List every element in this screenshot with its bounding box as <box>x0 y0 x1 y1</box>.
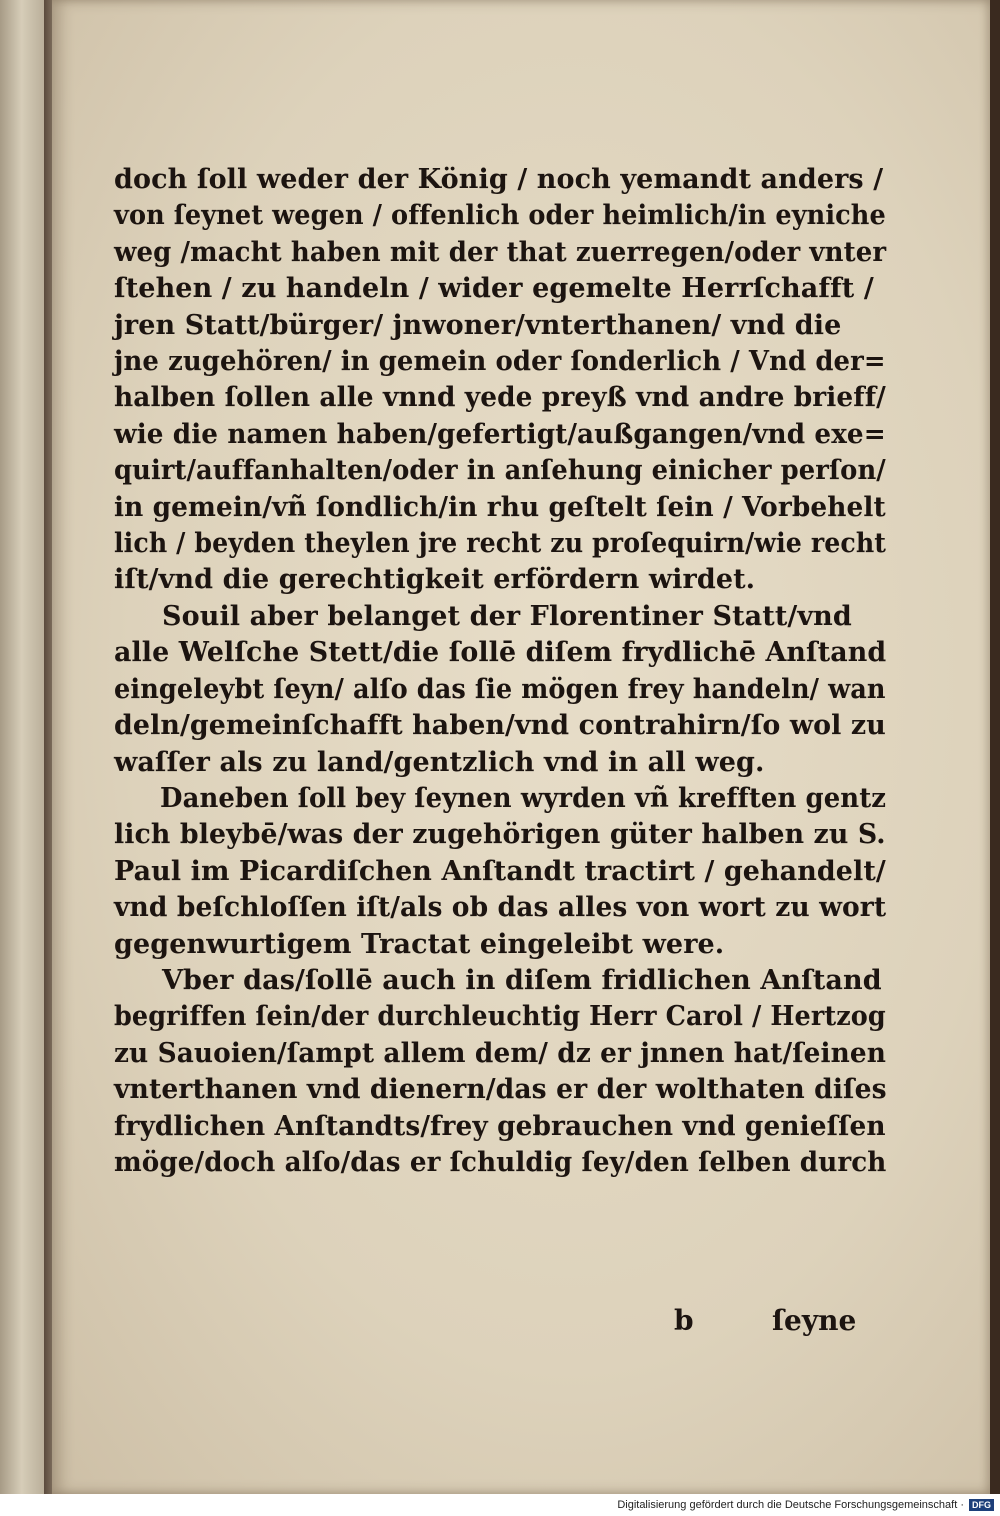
text-line: vnterthanen vnd dienern/das er der wolthaten diſes <box>114 1074 887 1106</box>
text-line: Souil aber belanget der Florentiner Statt/vnd <box>162 600 852 632</box>
text-line: wie die namen haben/gefertigt/außgangen/vnd exe= <box>114 418 886 450</box>
funding-notice: Digitalisierung gefördert durch die Deutsche Forschungsgemeinschaft · <box>617 1499 964 1511</box>
text-line: von ſeynet wegen / offenlich oder heimlich/in eyniche <box>114 200 886 232</box>
text-line: gegenwurtigem Tractat eingeleibt were. <box>114 928 725 960</box>
text-line: möge/doch alſo/das er ſchuldig ſey/den ſelben durch <box>114 1146 887 1178</box>
document-page <box>52 0 990 1494</box>
text-line: eingeleybt ſeyn/ alſo das ſie mögen frey handeln/ wan <box>114 673 886 705</box>
text-line: Daneben ſoll bey ſeynen wyrden vñ krefften gentz <box>160 782 887 814</box>
text-line: Vber das/ſollē auch in diſem fridlichen Anſtand <box>162 964 882 996</box>
footer-bar <box>0 1494 1000 1516</box>
text-line: jren Statt/bürger/ jnwoner/vnterthanen/ vnd die <box>114 309 842 341</box>
text-line: lich / beyden theylen jre recht zu proſequirn/wie recht <box>114 528 887 560</box>
signature-mark: b <box>674 1304 694 1337</box>
previous-page-edge <box>0 0 48 1494</box>
text-line: Paul im Picardiſchen Anſtandt tractirt / gehandelt/ <box>114 855 886 887</box>
text-line: lich bleybē/was der zugehörigen güter halben zu S. <box>114 819 886 851</box>
text-line: begriffen ſein/der durchleuchtig Herr Carol / Hertzog <box>114 1001 886 1033</box>
catchword: ſeyne <box>772 1304 857 1337</box>
text-line: iſt/vnd die gerechtigkeit erfördern wirdet. <box>114 564 756 596</box>
text-line: weg /macht haben mit der that zuerregen/oder vnter <box>114 236 887 268</box>
text-line: alle Welſche Stett/die ſollē diſem frydlichē Anſtand <box>114 637 887 669</box>
text-line: ſtehen / zu handeln / wider egemelte Herrſchafft / <box>114 273 874 305</box>
body-text <box>114 162 886 1181</box>
text-line: zu Sauoien/ſampt allem dem/ dz er jnnen hat/ſeinen <box>114 1037 887 1069</box>
text-line: halben ſollen alle vnnd yede preyß vnd andre brieff/ <box>114 382 886 414</box>
text-line: quirt/auffanhalten/oder in anſehung einicher perſon/ <box>114 455 886 487</box>
text-line: vnd beſchloſſen iſt/als ob das alles von wort zu wort <box>114 892 887 924</box>
text-line: frydlichen Anſtandts/frey gebrauchen vnd genieſſen <box>114 1110 886 1142</box>
text-line: waſſer als zu land/gentzlich vnd in all weg. <box>114 746 765 778</box>
text-line: in gemein/vñ ſondlich/in rhu geſtelt ſein / Vorbehelt <box>114 491 886 523</box>
text-line: jne zugehören/ in gemein oder ſonderlich / Vnd der= <box>114 346 886 378</box>
dfg-logo: DFG <box>969 1499 994 1511</box>
text-line: deln/gemeinſchafft haben/vnd contrahirn/ſo wol zu <box>114 710 886 742</box>
text-line: doch ſoll weder der König / noch yemandt anders / <box>114 164 884 195</box>
